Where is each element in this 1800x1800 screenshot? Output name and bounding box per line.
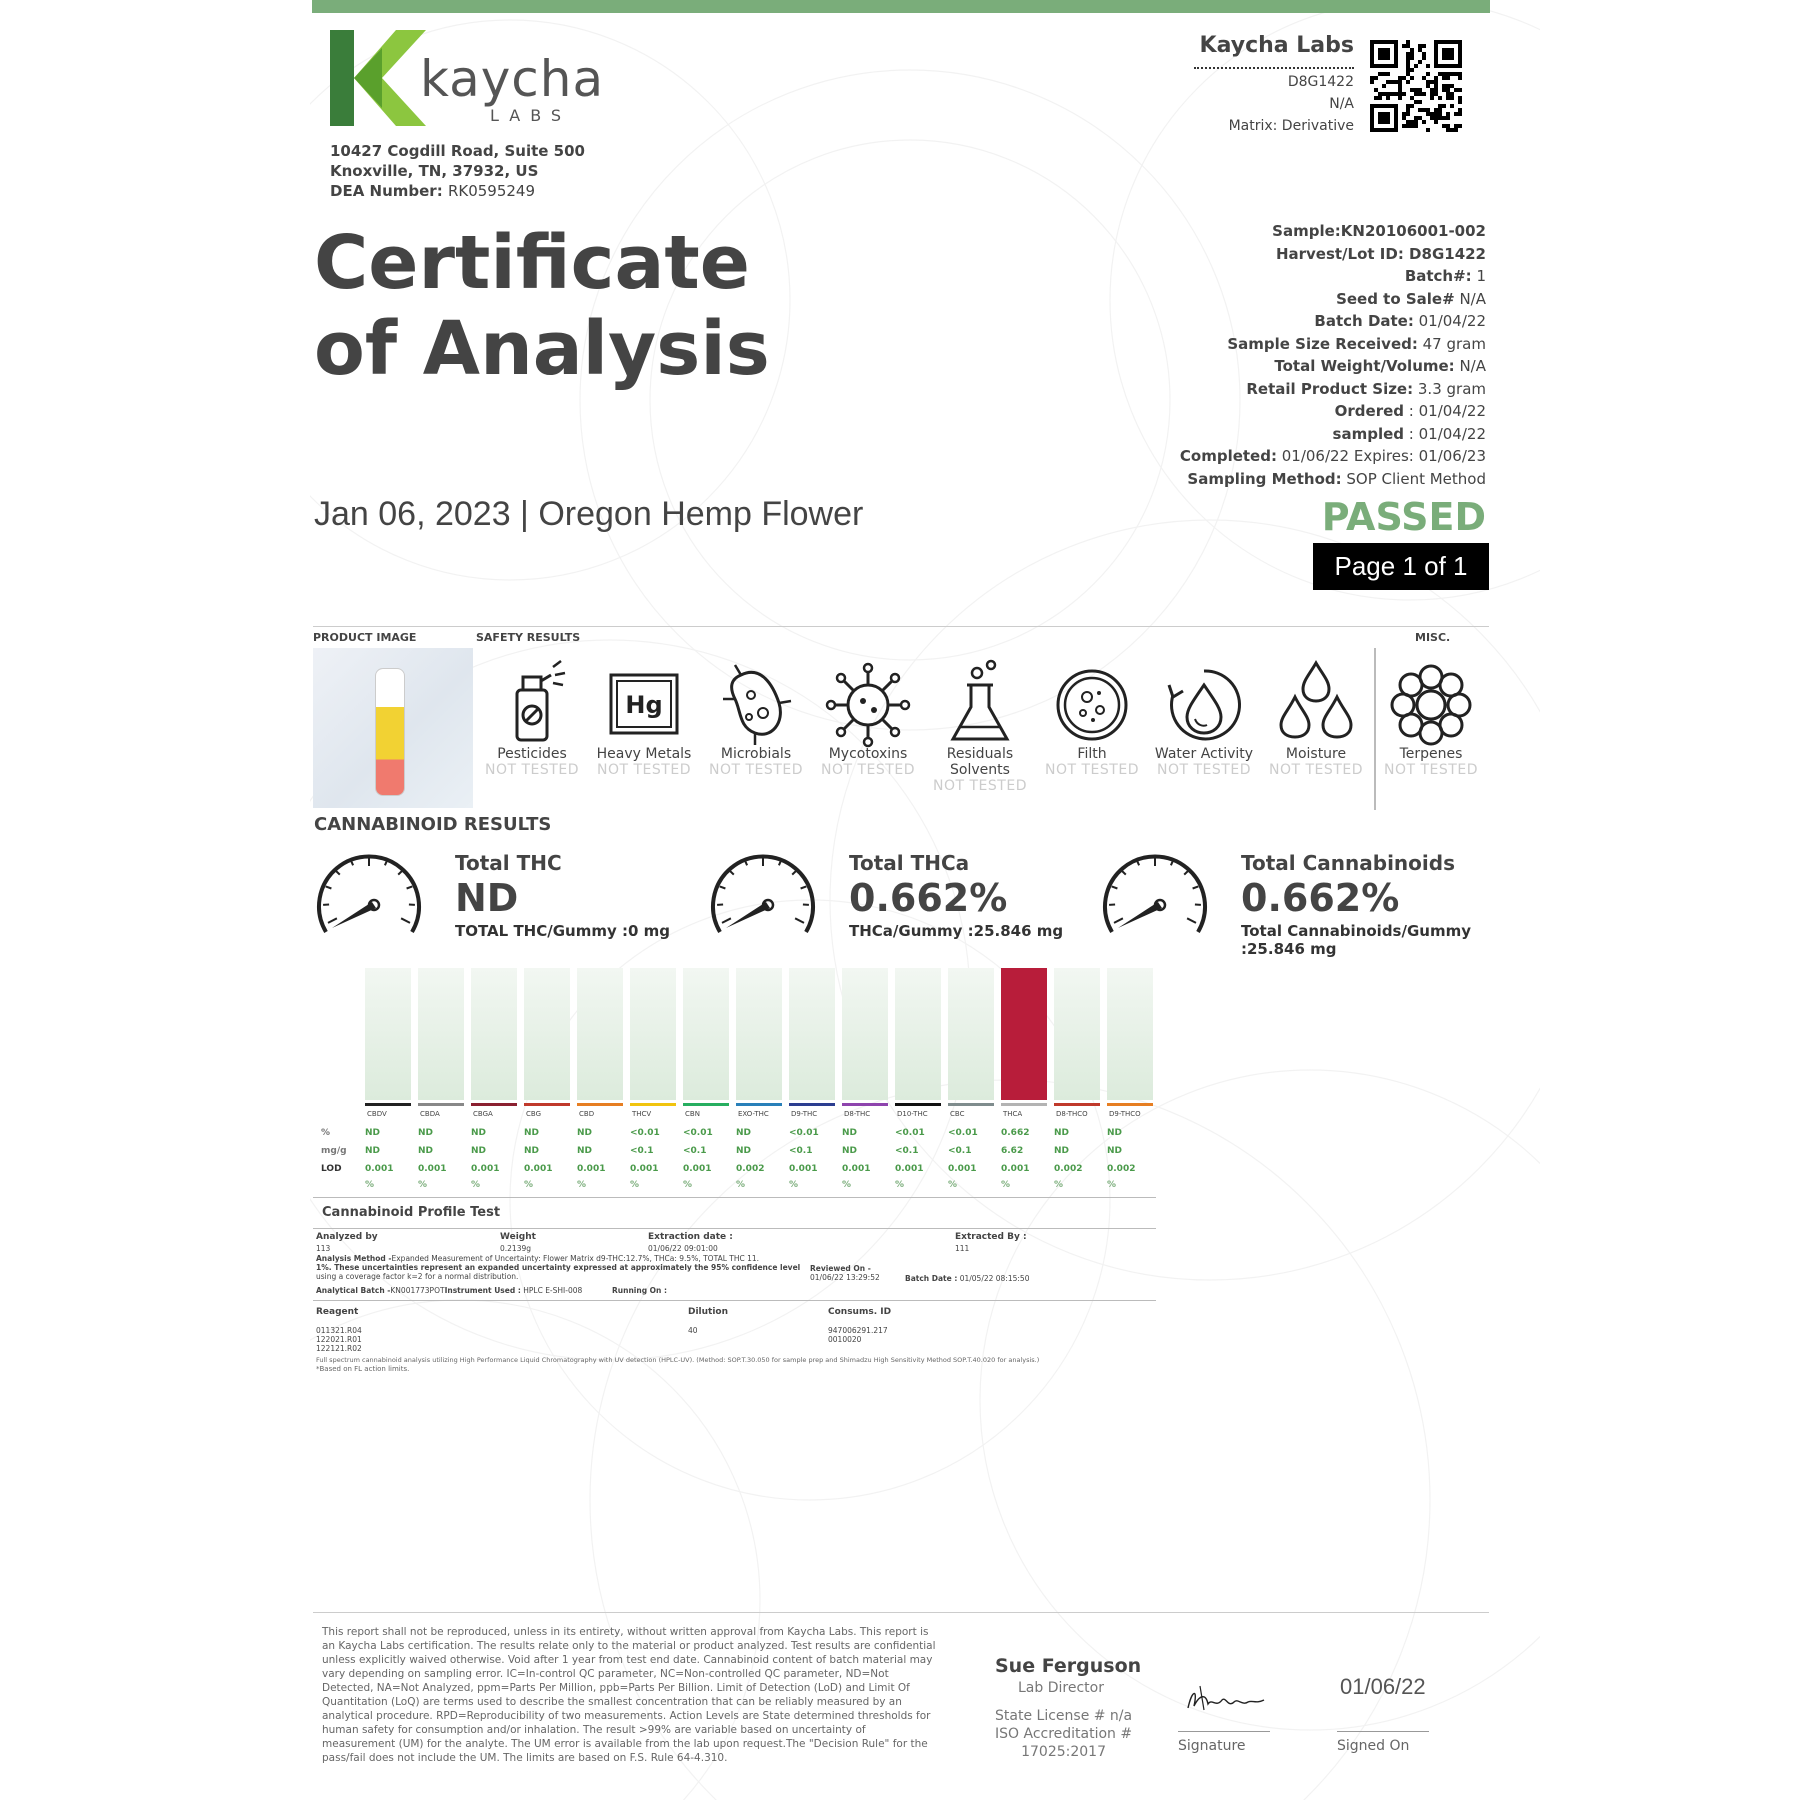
table-cell: ND	[471, 1146, 487, 1156]
meta-label: Batch Date:	[1314, 312, 1414, 330]
table-cell: ND	[418, 1128, 434, 1138]
safety-status: NOT TESTED	[1269, 762, 1363, 778]
product-image[interactable]	[313, 648, 473, 808]
logo-subtext: LABS	[490, 106, 572, 125]
safety-item-heavy-metals	[589, 655, 699, 779]
bar-underline	[418, 1103, 464, 1106]
flask-icon	[935, 655, 1025, 750]
signer-name: Sue Ferguson	[995, 1655, 1142, 1677]
safety-name: Terpenes	[1399, 746, 1463, 762]
bar-underline	[1107, 1103, 1153, 1106]
safety-name: Residuals Solvents	[946, 746, 1014, 778]
weight-value: 0.2139g	[500, 1244, 532, 1253]
svg-text:Hg: Hg	[625, 691, 663, 719]
category-label: D8-THCO	[1056, 1110, 1088, 1118]
lot-code: D8G1422	[1287, 74, 1354, 90]
disclaimer: This report shall not be reproduced, unless in its entirety, without written approval from Kaycha Labs. This report is an Kaycha Labs certification. The results relate only to the material or product analyzed. Test results are confidential unless explicitly waived otherwise. Void after 1 year from test end date. Cannabinoid content of batch material may vary depending on sampling error. IC=In-control QC parameter, NC=Non-controlled QC parameter, ND=Not Detected, NA=Not Analyzed, ppm=Parts Per Million, ppb=Parts Per Billion. Limit of Detection (LoD) and Limit Of Quantitation (LoQ) are terms used to describe the smallest concentration that can be reliably measured by an analytical procedure. RPD=Reproducibility of two measurements. Action Levels are State determined thresholds for human safety for consumption and/or inhalation. The result >99% are variable based on uncertainty of measurement (UM) for the analyte. The UM error is available from the lab upon request.The "Decision Rule" for the pass/fail does not include the UM. The limits are based on F.S. Rule 64-4.310.	[322, 1626, 936, 1764]
heavy-metals-icon	[599, 655, 689, 750]
cannabinoid-bar-chart	[355, 968, 1155, 1118]
category-label: CBDV	[367, 1110, 387, 1118]
reagent-label: Reagent	[316, 1307, 359, 1317]
bar-underline	[842, 1103, 888, 1106]
weight-label: Weight	[500, 1232, 536, 1242]
meta-value: SOP Client Method	[1341, 469, 1486, 488]
safety-name: Pesticides	[497, 746, 567, 762]
category-label: D10-THC	[897, 1110, 928, 1118]
status-badge: PASSED	[1321, 495, 1486, 539]
signed-on-label: Signed On	[1337, 1738, 1410, 1754]
table-cell: ND	[1107, 1146, 1123, 1156]
table-cell: 0.001	[1001, 1164, 1030, 1174]
meta-value: KN20106001-002	[1340, 222, 1486, 240]
category-label: CBDA	[420, 1110, 440, 1118]
lod-unit: %	[471, 1180, 481, 1190]
category-label: CBGA	[473, 1110, 493, 1118]
lod-unit: %	[789, 1180, 799, 1190]
safety-item-water-activity	[1149, 655, 1259, 779]
bar-underline	[895, 1103, 941, 1106]
address-line-2: Knoxville, TN, 37932, US	[330, 162, 539, 180]
footer-divider	[313, 1612, 1489, 1613]
cannabinoid-table	[316, 1108, 1156, 1188]
category-label: THCV	[632, 1110, 652, 1118]
bar-track	[471, 968, 517, 1100]
category-label: THCA	[1003, 1110, 1023, 1118]
meta-label: Harvest/Lot ID:	[1275, 244, 1404, 263]
product-image-label: PRODUCT IMAGE	[313, 631, 417, 644]
bar-track	[842, 968, 888, 1100]
signed-on-line	[1337, 1731, 1429, 1732]
table-cell: ND	[577, 1146, 593, 1156]
title-line-1: Certificate	[314, 220, 750, 306]
category-label: CBD	[579, 1110, 595, 1118]
table-cell: 0.001	[789, 1164, 818, 1174]
batch-date-value: 01/05/22 08:15:50	[959, 1274, 1030, 1283]
meta-value: 47 gram	[1417, 334, 1486, 353]
meta-value: 1	[1471, 267, 1486, 285]
bar-underline	[683, 1103, 729, 1106]
bar-track	[524, 968, 570, 1100]
profile-divider-2	[313, 1228, 1156, 1229]
table-cell: ND	[842, 1128, 858, 1138]
table-cell: <0.1	[683, 1146, 707, 1156]
matrix: Matrix: Derivative	[1228, 118, 1354, 134]
bar-track	[895, 968, 941, 1100]
extracted-by-label: Extracted By :	[955, 1232, 1027, 1242]
category-label: D9-THC	[791, 1110, 818, 1118]
safety-results-label: SAFETY RESULTS	[476, 631, 581, 644]
table-cell: 0.001	[577, 1164, 606, 1174]
table-row	[316, 1164, 1156, 1178]
lab-info-block	[1194, 31, 1354, 137]
meta-value: 01/06/22 Expires: 01/06/23	[1276, 447, 1486, 465]
gauge-title: Total Cannabinoids	[1241, 851, 1455, 875]
signed-date: 01/06/22	[1340, 1674, 1426, 1699]
bar-underline	[471, 1103, 517, 1106]
dea-label: DEA Number:	[330, 182, 443, 200]
meta-row	[1180, 265, 1486, 288]
bar-underline	[789, 1103, 835, 1106]
lod-unit: %	[842, 1180, 852, 1190]
table-cell: <0.01	[789, 1128, 819, 1138]
lab-address	[330, 141, 585, 201]
gauge-icon	[314, 850, 424, 940]
table-cell: ND	[1054, 1146, 1070, 1156]
bar-track	[736, 968, 782, 1100]
meta-row	[1180, 288, 1486, 311]
table-cell: 0.002	[1054, 1164, 1083, 1174]
safety-item-terpenes	[1376, 655, 1486, 779]
microbe-icon	[711, 655, 801, 750]
table-cell: 0.001	[418, 1164, 447, 1174]
table-cell: 0.002	[736, 1164, 765, 1174]
analytical-batch-label: Analytical Batch -	[316, 1286, 391, 1295]
extraction-date: 01/06/22 09:01:00	[648, 1244, 718, 1253]
logo-wordmark: kaycha	[420, 50, 605, 108]
sample-metadata	[1180, 220, 1486, 490]
meta-label: Seed to Sale#	[1336, 289, 1455, 308]
safety-item-mycotoxins	[813, 655, 923, 779]
spray-bottle-icon	[487, 655, 577, 750]
meta-value: N/A	[1454, 357, 1486, 375]
running-on-label: Running On :	[612, 1286, 668, 1295]
category-label: CBN	[685, 1110, 700, 1118]
table-cell: ND	[524, 1146, 540, 1156]
table-cell: ND	[524, 1128, 540, 1138]
table-cell: ND	[736, 1128, 752, 1138]
meta-row	[1180, 310, 1486, 333]
lod-unit: %	[577, 1180, 587, 1190]
petri-dish-icon	[1047, 655, 1137, 750]
bar-track	[789, 968, 835, 1100]
top-accent-bar	[312, 0, 1490, 13]
meta-label: Completed:	[1179, 447, 1277, 465]
vertical-divider	[1374, 648, 1376, 810]
table-cell: 0.001	[683, 1164, 712, 1174]
lod-unit: %	[683, 1180, 693, 1190]
table-cell: ND	[842, 1146, 858, 1156]
bar-track	[948, 968, 994, 1100]
table-cell: ND	[418, 1146, 434, 1156]
meta-label: Batch#:	[1404, 267, 1472, 285]
reviewed-on	[810, 1264, 880, 1282]
meta-label: Retail Product Size:	[1246, 379, 1414, 398]
bar-underline	[365, 1103, 411, 1106]
table-cell: 0.001	[365, 1164, 394, 1174]
lab-name: Kaycha Labs	[1199, 33, 1354, 58]
dea-value: RK0595249	[447, 182, 536, 200]
batch-date-label: Batch Date :	[905, 1274, 958, 1283]
table-cell: 0.002	[1107, 1164, 1136, 1174]
action-limits-note: *Based on FL action limits.	[316, 1365, 410, 1373]
extracted-by: 111	[955, 1244, 970, 1253]
meta-row	[1180, 423, 1486, 446]
meta-row	[1180, 243, 1486, 266]
iso-accreditation: ISO Accreditation #	[995, 1726, 1133, 1742]
meta-label: Sample Size Received:	[1227, 334, 1418, 353]
gauge-value: 0.662%	[849, 876, 1008, 920]
table-cell: <0.01	[948, 1128, 978, 1138]
gauge-icon	[708, 850, 818, 940]
safety-status: NOT TESTED	[821, 762, 915, 778]
method-text-3: using a coverage factor k=2 for a normal distribution.	[316, 1272, 519, 1281]
qr-code[interactable]	[1370, 40, 1462, 132]
bar-underline	[736, 1103, 782, 1106]
meta-row	[1180, 333, 1486, 356]
meta-row	[1180, 378, 1486, 401]
lod-unit: %	[524, 1180, 534, 1190]
analytical-batch	[316, 1286, 582, 1295]
meta-value: 01/04/22	[1413, 312, 1486, 330]
reagent-list	[316, 1326, 362, 1353]
consums-1: 947006291.217	[828, 1326, 888, 1335]
safety-status: NOT TESTED	[1045, 762, 1139, 778]
dilution-value: 40	[688, 1326, 698, 1335]
safety-status: NOT TESTED	[1157, 762, 1251, 778]
table-cell: ND	[736, 1146, 752, 1156]
reagent-1: 011321.R04	[316, 1326, 362, 1335]
meta-row	[1180, 355, 1486, 378]
table-cell: 0.001	[524, 1164, 553, 1174]
table-cell: <0.01	[630, 1128, 660, 1138]
meta-label: Total Weight/Volume:	[1274, 357, 1455, 375]
table-cell: <0.1	[895, 1146, 919, 1156]
table-cell: ND	[365, 1146, 381, 1156]
reagent-3: 122121.R02	[316, 1344, 362, 1353]
bar-track	[577, 968, 623, 1100]
safety-item-microbials	[701, 655, 811, 779]
bar-underline	[948, 1103, 994, 1106]
analytical-batch-value: KN001773POT	[390, 1286, 445, 1295]
meta-value: : 01/04/22	[1404, 402, 1486, 420]
section-divider	[313, 626, 1489, 627]
reagent-2: 122021.R01	[316, 1335, 362, 1344]
bar-track	[1107, 968, 1153, 1100]
gauge-value: ND	[455, 876, 519, 920]
reviewed-label: Reviewed On -	[810, 1264, 871, 1273]
report-subtitle: Jan 06, 2023 | Oregon Hemp Flower	[314, 495, 864, 533]
gauge-subtitle: THCa/Gummy :25.846 mg	[849, 922, 1064, 940]
row-label: %	[321, 1128, 331, 1138]
signature-image	[1180, 1680, 1270, 1724]
kaycha-logo-mark	[330, 28, 430, 128]
meta-row	[1180, 400, 1486, 423]
lod-unit: %	[418, 1180, 428, 1190]
instrument-label: Instrument Used :	[444, 1286, 521, 1295]
lod-unit: %	[895, 1180, 905, 1190]
safety-name: Moisture	[1285, 746, 1347, 762]
signer-role: Lab Director	[1018, 1680, 1104, 1696]
table-cell: ND	[365, 1128, 381, 1138]
bar-underline	[1001, 1103, 1047, 1106]
bar-track	[418, 968, 464, 1100]
flower-icon	[1386, 655, 1476, 750]
profile-title: Cannabinoid Profile Test	[322, 1205, 501, 1220]
meta-label: Ordered	[1334, 402, 1405, 420]
analyzed-by: 113	[316, 1244, 331, 1253]
license-info	[995, 1707, 1132, 1761]
table-cell: 0.001	[842, 1164, 871, 1174]
row-label: LOD	[321, 1164, 342, 1174]
category-label: D8-THC	[844, 1110, 871, 1118]
table-cell: ND	[471, 1128, 487, 1138]
page-indicator: Page 1 of 1	[1313, 543, 1489, 590]
extraction-date-label: Extraction date :	[648, 1232, 733, 1242]
dea-number	[330, 181, 585, 201]
lod-unit: %	[736, 1180, 746, 1190]
table-cell: ND	[1054, 1128, 1070, 1138]
meta-value: N/A	[1454, 289, 1486, 308]
table-cell: <0.01	[895, 1128, 925, 1138]
safety-item-residuals-solvents	[925, 655, 1035, 795]
analyzed-by-label: Analyzed by	[316, 1232, 378, 1242]
category-label: EXO-THC	[738, 1110, 769, 1118]
table-cell: 0.001	[630, 1164, 659, 1174]
gauge-title: Total THC	[455, 851, 562, 875]
bar-underline	[524, 1103, 570, 1106]
lod-unit: %	[365, 1180, 375, 1190]
meta-label: Sampling Method:	[1187, 469, 1342, 488]
method-note: Full spectrum cannabinoid analysis utilizing High Performance Liquid Chromatography with UV detection (HPLC-UV). (Method: SOP.T.30.050 for sample prep and Shimadzu High Sensitivity Method SOP.T.40.020 for analysis.)	[316, 1356, 1040, 1364]
lod-unit: %	[630, 1180, 640, 1190]
safety-status: NOT TESTED	[709, 762, 803, 778]
meta-row	[1180, 220, 1486, 243]
method-text-2: 1%. These uncertainties represent an expanded uncertainty expressed at approximately the 95% confidence level	[316, 1263, 801, 1272]
table-cell: 6.62	[1001, 1146, 1024, 1156]
lod-unit: %	[1107, 1180, 1117, 1190]
safety-name: Heavy Metals	[596, 746, 692, 762]
analysis-method	[316, 1254, 806, 1281]
gauge-value: 0.662%	[1241, 876, 1400, 920]
bar-thca	[1001, 968, 1047, 1100]
lod-unit: %	[1001, 1180, 1011, 1190]
gauge-title: Total THCa	[849, 851, 970, 875]
meta-value: 3.3 gram	[1413, 379, 1486, 398]
table-cell: 0.662	[1001, 1128, 1030, 1138]
method-text: Expanded Measurement of Uncertainty: Flower Matrix d9-THC:12.7%, THCa: 9.5%, TOTAL THC 11.	[391, 1254, 760, 1263]
lod-unit: %	[948, 1180, 958, 1190]
page-title	[314, 220, 770, 392]
row-label: mg/g	[321, 1146, 347, 1156]
bar-track	[1054, 968, 1100, 1100]
consums-list	[828, 1326, 888, 1344]
bar-track	[630, 968, 676, 1100]
dilution-label: Dilution	[688, 1307, 729, 1317]
address-line-1: 10427 Cogdill Road, Suite 500	[330, 142, 585, 160]
cannabinoid-results-title: CANNABINOID RESULTS	[314, 814, 552, 835]
table-cell: ND	[577, 1128, 593, 1138]
safety-status: NOT TESTED	[933, 778, 1027, 794]
table-cell: 0.001	[471, 1164, 500, 1174]
reagent-divider	[313, 1300, 1156, 1301]
category-label: CBG	[526, 1110, 541, 1118]
bar-underline	[1054, 1103, 1100, 1106]
lod-unit: %	[1054, 1180, 1064, 1190]
misc-label: MISC.	[1415, 631, 1451, 644]
safety-item-filth	[1037, 655, 1147, 779]
water-cycle-icon	[1159, 655, 1249, 750]
meta-label: Sample:	[1272, 222, 1341, 240]
bar-underline	[577, 1103, 623, 1106]
table-cell: 0.001	[895, 1164, 924, 1174]
table-cell: <0.1	[630, 1146, 654, 1156]
meta-row	[1180, 468, 1486, 491]
table-cell: 0.001	[948, 1164, 977, 1174]
safety-item-pesticides	[477, 655, 587, 779]
table-cell: <0.1	[789, 1146, 813, 1156]
product-tube-image	[375, 668, 405, 796]
safety-name: Mycotoxins	[828, 746, 908, 762]
table-cell: ND	[1107, 1128, 1123, 1138]
instrument-value: HPLC E-SHI-008	[523, 1286, 583, 1295]
meta-label: sampled	[1332, 424, 1405, 443]
safety-status: NOT TESTED	[485, 762, 579, 778]
state-license: State License # n/a	[995, 1708, 1133, 1724]
category-label: D9-THCO	[1109, 1110, 1141, 1118]
consums-2: 0010020	[828, 1335, 862, 1344]
safety-status: NOT TESTED	[1384, 762, 1478, 778]
gauge-icon	[1100, 850, 1210, 940]
safety-name: Filth	[1077, 746, 1107, 762]
lod-unit-row	[316, 1180, 1156, 1194]
consums-label: Consums. ID	[828, 1307, 892, 1317]
meta-value: : 01/04/22	[1404, 424, 1486, 443]
meta-value: D8G1422	[1403, 244, 1486, 263]
signature-line	[1178, 1731, 1270, 1732]
droplets-icon	[1271, 655, 1361, 750]
method-label: Analysis Method -	[316, 1254, 392, 1263]
table-cell: <0.1	[948, 1146, 972, 1156]
profile-divider	[313, 1197, 1156, 1198]
category-label: CBC	[950, 1110, 965, 1118]
iso-number: 17025:2017	[1021, 1744, 1106, 1760]
safety-name: Microbials	[720, 746, 792, 762]
table-row	[316, 1146, 1156, 1160]
na-value: N/A	[1329, 96, 1354, 112]
meta-row	[1180, 445, 1486, 468]
reviewed-value: 01/06/22 13:29:52	[810, 1273, 880, 1282]
gauge-subtitle: TOTAL THC/Gummy :0 mg	[455, 922, 670, 940]
signature-label: Signature	[1178, 1738, 1246, 1754]
dotted-divider	[1194, 67, 1354, 69]
bar-underline	[630, 1103, 676, 1106]
table-cell: <0.01	[683, 1128, 713, 1138]
safety-item-moisture	[1261, 655, 1371, 779]
bar-track	[683, 968, 729, 1100]
virus-icon	[823, 655, 913, 750]
batch-date	[905, 1274, 1029, 1283]
safety-status: NOT TESTED	[597, 762, 691, 778]
table-row	[316, 1128, 1156, 1142]
safety-name: Water Activity	[1154, 746, 1254, 762]
gauge-subtitle: Total Cannabinoids/Gummy :25.846 mg	[1241, 922, 1471, 958]
bar-track	[365, 968, 411, 1100]
title-line-2: of Analysis	[314, 306, 770, 392]
